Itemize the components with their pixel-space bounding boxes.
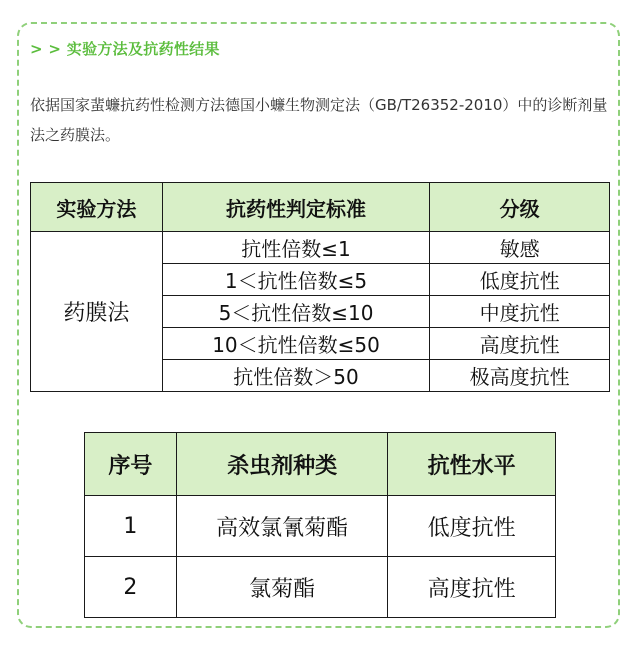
- table-row: [31, 232, 610, 264]
- criterion-cell: 1＜抗性倍数≤5: [162, 264, 430, 296]
- insecticide-cell: 高效氯氰菊酯: [176, 496, 388, 557]
- resistance-criteria-table: [30, 182, 610, 392]
- header-level: 抗性水平: [388, 433, 556, 496]
- header-no: 序号: [85, 433, 177, 496]
- no-cell: 1: [85, 496, 177, 557]
- table-row: [85, 557, 556, 618]
- criterion-cell: 抗性倍数＞50: [162, 360, 430, 392]
- method-cell: 药膜法: [31, 232, 163, 392]
- criterion-cell: 抗性倍数≤1: [162, 232, 430, 264]
- header-grade: 分级: [430, 183, 610, 232]
- resistance-result-table: [84, 432, 556, 618]
- table-header-row: [31, 183, 610, 232]
- insecticide-cell: 氯菊酯: [176, 557, 388, 618]
- section-heading: > > 实验方法及抗药性结果: [30, 40, 220, 58]
- criterion-cell: 5＜抗性倍数≤10: [162, 296, 430, 328]
- no-cell: 2: [85, 557, 177, 618]
- header-insecticide: 杀虫剂种类: [176, 433, 388, 496]
- table-row: [85, 496, 556, 557]
- level-cell: 高度抗性: [388, 557, 556, 618]
- grade-cell: 高度抗性: [430, 328, 610, 360]
- header-method: 实验方法: [31, 183, 163, 232]
- criterion-cell: 10＜抗性倍数≤50: [162, 328, 430, 360]
- grade-cell: 极高度抗性: [430, 360, 610, 392]
- grade-cell: 敏感: [430, 232, 610, 264]
- header-criterion: 抗药性判定标准: [162, 183, 430, 232]
- grade-cell: 低度抗性: [430, 264, 610, 296]
- intro-paragraph: 依据国家蜚蠊抗药性检测方法德国小蠊生物测定法（GB/T26352-2010）中的诊断剂量法之药膜法。: [30, 96, 608, 144]
- level-cell: 低度抗性: [388, 496, 556, 557]
- grade-cell: 中度抗性: [430, 296, 610, 328]
- table-header-row: [85, 433, 556, 496]
